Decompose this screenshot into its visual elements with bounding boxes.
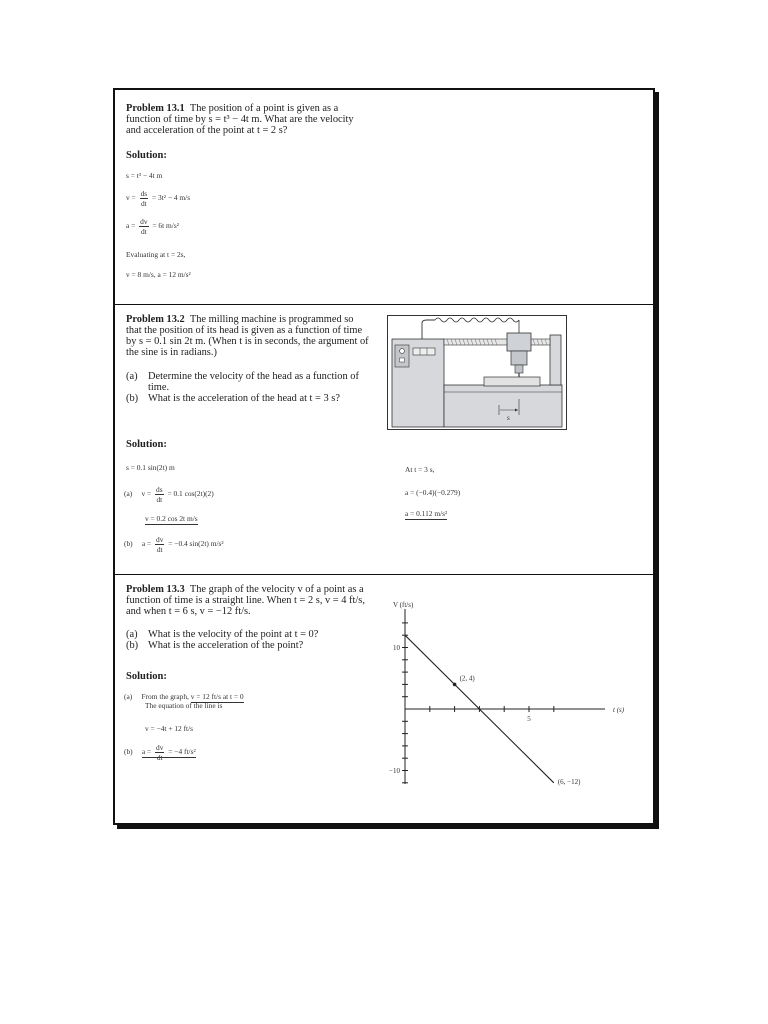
problem-13-2-section	[115, 304, 653, 575]
p2-sol-a-rhs: = 0.1 cos(2t)(2)	[167, 489, 214, 499]
p3-sol-a-text: From the graph,	[141, 692, 189, 701]
problem-13-1-section	[115, 90, 653, 304]
p2-sol-b-den: dt	[156, 545, 163, 554]
p1-velocity-fraction	[140, 189, 149, 208]
p2-part-a	[126, 371, 370, 393]
p3-part-a-text: What is the velocity of the point at t = 0?	[148, 629, 319, 640]
p3-sol-b-den: dt	[156, 753, 163, 762]
p1-position-eq: s = t³ − 4t m	[126, 171, 163, 180]
machine-base	[444, 385, 562, 427]
p2-part-b-label: (b)	[126, 393, 139, 404]
milling-machine-figure	[387, 315, 567, 430]
problem-13-3-section	[115, 574, 653, 824]
problem-13-2-statement	[126, 314, 370, 358]
problem-13-1-text: The position of a point is given as a function of time by s = t³ − 4t m. What are the velocity and acceleration of the point at t = 2 s?	[126, 103, 354, 136]
data-point-2-4	[453, 683, 457, 687]
milling-head	[507, 333, 531, 351]
problem-13-2-parts	[126, 371, 370, 404]
p1-accel-eq	[126, 217, 179, 236]
p3-sol-b-fraction	[155, 743, 164, 762]
workpiece	[484, 377, 540, 386]
p2-sol-a-label: (a)	[124, 489, 133, 499]
p1-accel-den: dt	[140, 227, 147, 236]
p3-sol-b-rhs: = −4 ft/s²	[168, 747, 196, 757]
p1-accel-lhs: a =	[126, 221, 136, 231]
problem-13-3-title: Problem 13.3	[126, 584, 185, 595]
p2-at-eq: a = (−0.4)(−0.279)	[405, 488, 461, 497]
annotation-6-neg12: (6, −12)	[557, 777, 581, 786]
p3-part-b-label: (b)	[126, 640, 139, 651]
problem-13-3-statement	[126, 584, 370, 617]
problem-13-3-text: The graph of the velocity v of a point as a function of time is a straight line. When t = 2 s, v = 4 ft/s, and when t = 6 s, v = −12 ft/s.	[126, 584, 365, 617]
p2-at-text: At t = 3 s,	[405, 465, 435, 474]
velocity-time-graph	[385, 599, 649, 789]
p3-sol-a-underlined: v = 12 ft/s at t = 0	[190, 692, 244, 701]
solution-heading-1: Solution:	[126, 150, 167, 161]
problem-13-2-text: The milling machine is programmed so that the position of its head is given as a function of time by s = 0.1 sin 2t m. (When t is in seconds, the argument of the sine is in radians.)	[126, 314, 369, 358]
p1-evaluating-text: Evaluating at t = 2s,	[126, 250, 186, 259]
p3-line-equation: v = −4t + 12 ft/s	[145, 724, 194, 733]
y-tick-label-neg10: −10	[389, 767, 400, 775]
problem-13-3-parts	[126, 629, 370, 651]
p2-velocity-result-text: v = 0.2 cos 2t m/s	[145, 514, 198, 523]
p3-sol-a-line2: The equation of the line is	[145, 701, 223, 710]
p1-accel-num: dv	[140, 217, 148, 226]
p1-accel-rhs: = 6t m/s²	[152, 221, 179, 231]
p3-part-a	[126, 629, 370, 640]
p1-velocity-den: dt	[140, 199, 147, 208]
solution-heading-3: Solution:	[126, 671, 167, 682]
p3-sol-b-underlined	[141, 743, 196, 762]
solutions-page	[113, 88, 655, 825]
p3-sol-b-lhs: a =	[141, 747, 152, 757]
p3-part-b-text: What is the acceleration of the point?	[148, 640, 304, 651]
p3-sol-b-eq	[124, 743, 196, 762]
p2-part-b-eq	[124, 535, 224, 554]
p2-part-a-label: (a)	[126, 371, 138, 382]
y-tick-label-10: 10	[393, 644, 400, 652]
p3-part-a-label: (a)	[126, 629, 138, 640]
problem-13-1-statement	[126, 103, 371, 136]
p2-part-a-text: Determine the velocity of the head as a function of time.	[148, 371, 359, 393]
figure-s-label: s	[507, 414, 510, 422]
p2-accel-result-text: a = 0.112 m/s²	[405, 509, 448, 518]
problem-13-2-title: Problem 13.2	[126, 314, 185, 325]
p1-result: v = 8 m/s, a = 12 m/s²	[126, 270, 191, 279]
p3-sol-a-label: (a)	[124, 692, 133, 701]
p2-position-eq: s = 0.1 sin(2t) m	[126, 463, 175, 472]
p1-velocity-lhs: v =	[126, 193, 136, 203]
p2-sol-a-num: ds	[156, 485, 163, 494]
problem-13-1-title: Problem 13.1	[126, 103, 185, 114]
p3-sol-a-line1	[124, 692, 244, 701]
graph-x-label: t (s)	[613, 706, 625, 714]
p3-part-b	[126, 640, 370, 651]
graph-ticks	[402, 623, 554, 783]
p2-sol-b-label: (b)	[124, 539, 133, 549]
p1-velocity-num: ds	[140, 189, 148, 198]
p2-accel-result	[405, 509, 447, 518]
p2-part-a-eq	[124, 485, 214, 504]
p2-sol-a-den: dt	[156, 495, 163, 504]
p3-sol-b-label: (b)	[124, 747, 133, 757]
p2-part-b	[126, 393, 370, 404]
solution-heading-2: Solution:	[126, 439, 167, 450]
graph-y-label: V (ft/s)	[393, 601, 414, 609]
p1-velocity-eq	[126, 189, 190, 208]
p2-part-b-text: What is the acceleration of the head at t = 3 s?	[148, 393, 340, 404]
p2-sol-b-fraction	[155, 535, 164, 554]
p2-sol-b-num: dv	[156, 535, 164, 544]
p2-sol-a-fraction	[155, 485, 164, 504]
p2-sol-b-lhs: a =	[141, 539, 152, 549]
p2-sol-a-lhs: v =	[141, 489, 152, 499]
p1-velocity-rhs: = 3t² − 4 m/s	[152, 193, 191, 203]
p3-sol-b-num: dv	[156, 743, 164, 752]
p1-accel-fraction	[139, 217, 148, 236]
p2-velocity-result	[145, 514, 198, 523]
annotation-2-4: (2, 4)	[459, 674, 475, 683]
p2-sol-b-rhs: = −0.4 sin(2t) m/s²	[168, 539, 224, 549]
x-tick-label-5: 5	[527, 715, 531, 723]
